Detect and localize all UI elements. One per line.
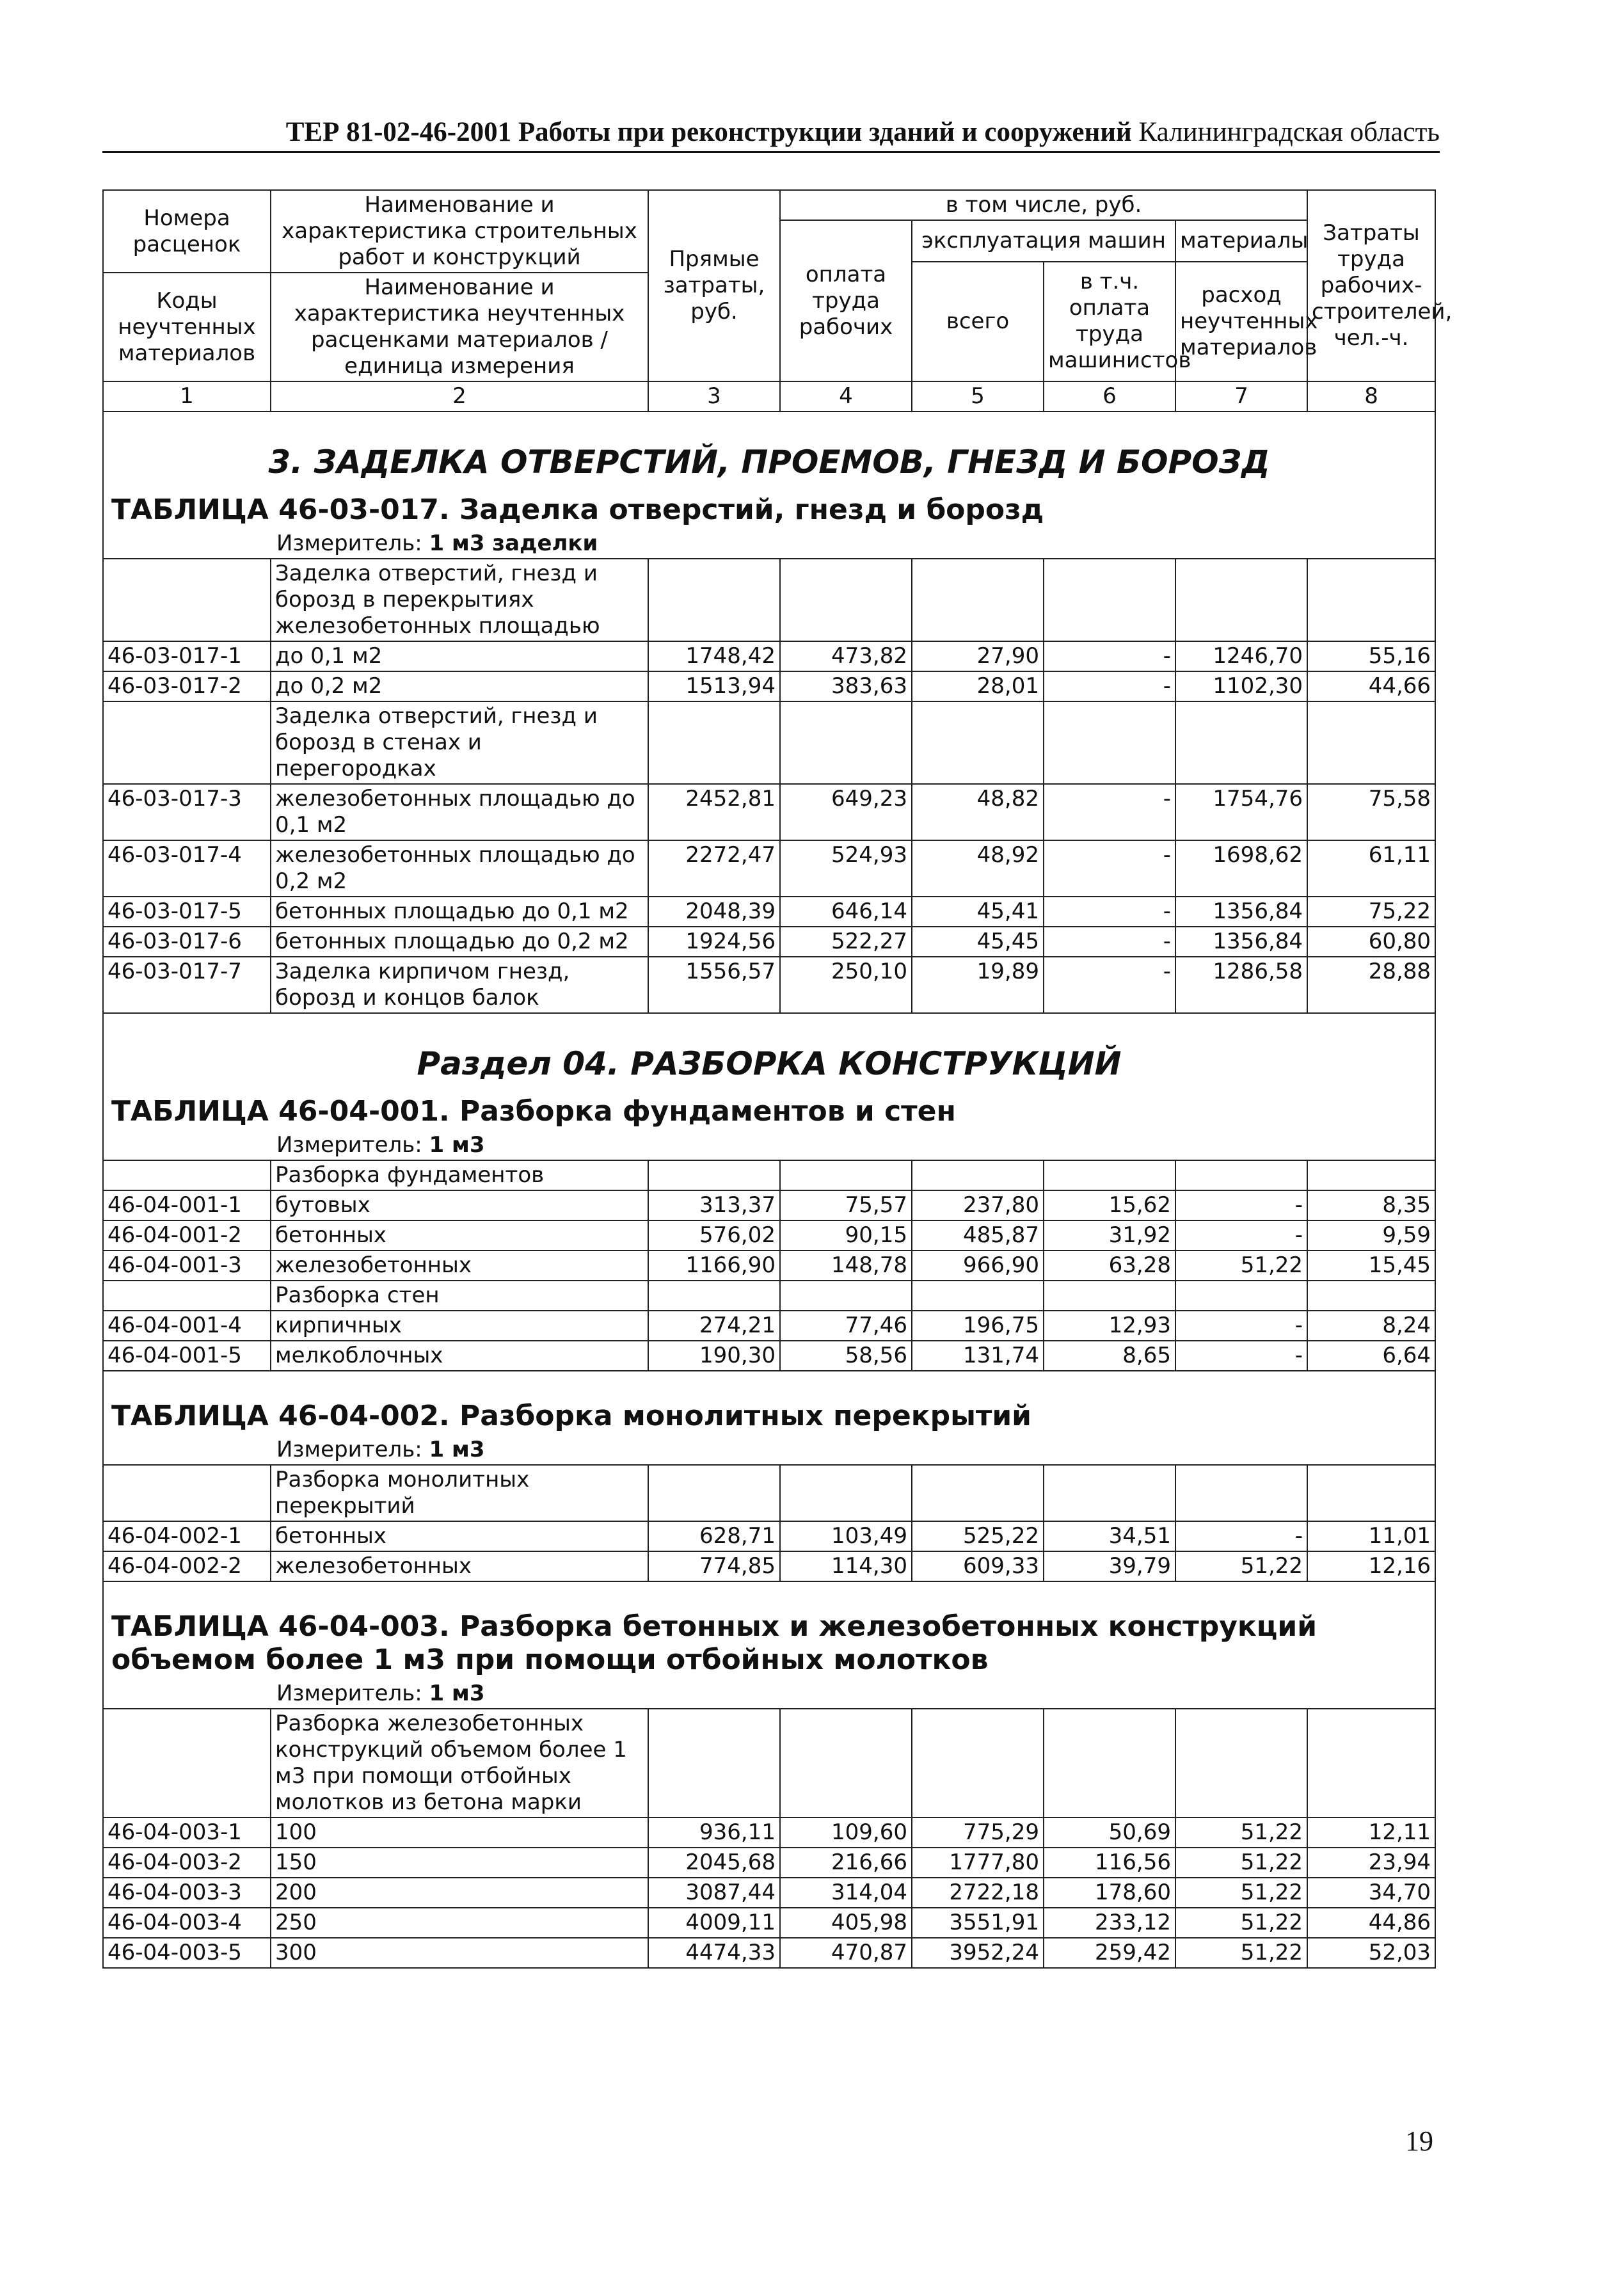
value-cell: 1246,70 bbox=[1175, 641, 1307, 671]
table-row bbox=[103, 641, 1435, 671]
work-description: железобетонных площадью до 0,1 м2 bbox=[271, 784, 648, 840]
value-cell: 58,56 bbox=[780, 1341, 912, 1371]
value-cell: - bbox=[1044, 840, 1175, 897]
value-cell: - bbox=[1044, 784, 1175, 840]
head-machines: эксплуатация машин bbox=[912, 220, 1175, 262]
value-cell: 4474,33 bbox=[648, 1938, 780, 1968]
measure-unit: Измеритель: 1 м3 bbox=[103, 1131, 1435, 1160]
value-cell: 63,28 bbox=[1044, 1251, 1175, 1281]
colnum: 4 bbox=[780, 381, 912, 412]
value-cell: 936,11 bbox=[648, 1818, 780, 1848]
colnum: 6 bbox=[1044, 381, 1175, 412]
rate-code: 46-04-001-3 bbox=[103, 1251, 271, 1281]
work-description: 200 bbox=[271, 1878, 648, 1908]
value-cell: 60,80 bbox=[1307, 927, 1435, 957]
value-cell: 1356,84 bbox=[1175, 927, 1307, 957]
value-cell: - bbox=[1044, 957, 1175, 1013]
value-cell: 2045,68 bbox=[648, 1848, 780, 1878]
value-cell: 114,30 bbox=[780, 1551, 912, 1581]
head-row-1 bbox=[103, 190, 1435, 220]
value-cell: 3551,91 bbox=[912, 1908, 1044, 1938]
work-description: бетонных площадью до 0,2 м2 bbox=[271, 927, 648, 957]
value-cell: 473,82 bbox=[780, 641, 912, 671]
work-description: железобетонных bbox=[271, 1251, 648, 1281]
value-cell: 9,59 bbox=[1307, 1220, 1435, 1251]
group-label: Разборка железобетонных конструкций объемом более 1 м3 при помощи отбойных молотков из бетона марки bbox=[271, 1709, 648, 1818]
value-cell: 51,22 bbox=[1175, 1848, 1307, 1878]
value-cell: 75,58 bbox=[1307, 784, 1435, 840]
group-row bbox=[103, 1160, 1435, 1190]
head-rate-number: Номера расценок bbox=[103, 190, 271, 273]
rate-code: 46-04-003-5 bbox=[103, 1938, 271, 1968]
table-row bbox=[103, 671, 1435, 701]
head-including: в том числе, руб. bbox=[780, 190, 1307, 220]
table-row bbox=[103, 1220, 1435, 1251]
table-title: ТАБЛИЦА 46-04-001. Разборка фундаментов и стен bbox=[103, 1089, 1435, 1131]
value-cell: 3087,44 bbox=[648, 1878, 780, 1908]
work-description: 150 bbox=[271, 1848, 648, 1878]
colnum: 3 bbox=[648, 381, 780, 412]
head-worker-pay: оплата труда рабочих bbox=[780, 220, 912, 381]
table-title: ТАБЛИЦА 46-04-003. Разборка бетонных и железобетонных конструкций объемом более 1 м3 при помощи отбойных молотков bbox=[103, 1604, 1435, 1679]
work-description: бутовых bbox=[271, 1190, 648, 1220]
rate-code: 46-04-002-1 bbox=[103, 1521, 271, 1551]
value-cell: 103,49 bbox=[780, 1521, 912, 1551]
work-description: мелкоблочных bbox=[271, 1341, 648, 1371]
value-cell: - bbox=[1044, 927, 1175, 957]
value-cell: 649,23 bbox=[780, 784, 912, 840]
value-cell: 609,33 bbox=[912, 1551, 1044, 1581]
table-row bbox=[103, 927, 1435, 957]
value-cell: 8,35 bbox=[1307, 1190, 1435, 1220]
group-row bbox=[103, 1465, 1435, 1521]
header-rule bbox=[102, 151, 1440, 153]
value-cell: 50,69 bbox=[1044, 1818, 1175, 1848]
head-material-codes: Коды неучтенных материалов bbox=[103, 273, 271, 381]
table-row bbox=[103, 784, 1435, 840]
value-cell: 178,60 bbox=[1044, 1878, 1175, 1908]
value-cell: 8,24 bbox=[1307, 1311, 1435, 1341]
work-description: 300 bbox=[271, 1938, 648, 1968]
value-cell: 274,21 bbox=[648, 1311, 780, 1341]
colnum: 2 bbox=[271, 381, 648, 412]
rate-code: 46-04-003-3 bbox=[103, 1878, 271, 1908]
value-cell: 6,64 bbox=[1307, 1341, 1435, 1371]
value-cell: 485,87 bbox=[912, 1220, 1044, 1251]
value-cell: 51,22 bbox=[1175, 1878, 1307, 1908]
rate-code: 46-04-003-2 bbox=[103, 1848, 271, 1878]
value-cell: 15,45 bbox=[1307, 1251, 1435, 1281]
work-description: 100 bbox=[271, 1818, 648, 1848]
value-cell: 28,88 bbox=[1307, 957, 1435, 1013]
table-title: ТАБЛИЦА 46-03-017. Заделка отверстий, гнезд и борозд bbox=[103, 487, 1435, 529]
section-heading: 3. ЗАДЕЛКА ОТВЕРСТИЙ, ПРОЕМОВ, ГНЕЗД И БОРОЗД bbox=[103, 412, 1435, 487]
measure-unit: Измеритель: 1 м3 заделки bbox=[103, 529, 1435, 559]
value-cell: 34,51 bbox=[1044, 1521, 1175, 1551]
table-row bbox=[103, 1551, 1435, 1581]
value-cell: 4009,11 bbox=[648, 1908, 780, 1938]
rates-table bbox=[102, 189, 1453, 1969]
value-cell: - bbox=[1175, 1341, 1307, 1371]
value-cell: 90,15 bbox=[780, 1220, 912, 1251]
head-labor-hours: Затраты труда рабочих-строителей, чел.-ч. bbox=[1307, 190, 1435, 381]
value-cell: 628,71 bbox=[648, 1521, 780, 1551]
value-cell: 51,22 bbox=[1175, 1908, 1307, 1938]
rate-code: 46-03-017-7 bbox=[103, 957, 271, 1013]
head-materials: материалы bbox=[1175, 220, 1307, 262]
value-cell: - bbox=[1175, 1521, 1307, 1551]
value-cell: - bbox=[1175, 1190, 1307, 1220]
work-description: кирпичных bbox=[271, 1311, 648, 1341]
measure-unit: Измеритель: 1 м3 bbox=[103, 1435, 1435, 1465]
value-cell: 77,46 bbox=[780, 1311, 912, 1341]
value-cell: 1777,80 bbox=[912, 1848, 1044, 1878]
value-cell: 44,86 bbox=[1307, 1908, 1435, 1938]
value-cell: 11,01 bbox=[1307, 1521, 1435, 1551]
rate-code: 46-03-017-5 bbox=[103, 897, 271, 927]
table-row bbox=[103, 840, 1435, 897]
table-row bbox=[103, 1908, 1435, 1938]
value-cell: 250,10 bbox=[780, 957, 912, 1013]
value-cell: 405,98 bbox=[780, 1908, 912, 1938]
value-cell: 2452,81 bbox=[648, 784, 780, 840]
value-cell: 383,63 bbox=[780, 671, 912, 701]
rate-code: 46-04-001-5 bbox=[103, 1341, 271, 1371]
value-cell: 55,16 bbox=[1307, 641, 1435, 671]
value-cell: 1748,42 bbox=[648, 641, 780, 671]
value-cell: 1698,62 bbox=[1175, 840, 1307, 897]
work-description: бетонных bbox=[271, 1220, 648, 1251]
colnum: 5 bbox=[912, 381, 1044, 412]
work-description: до 0,1 м2 bbox=[271, 641, 648, 671]
table-row bbox=[103, 1190, 1435, 1220]
value-cell: 646,14 bbox=[780, 897, 912, 927]
value-cell: 3952,24 bbox=[912, 1938, 1044, 1968]
value-cell: 1556,57 bbox=[648, 957, 780, 1013]
value-cell: 15,62 bbox=[1044, 1190, 1175, 1220]
rate-code: 46-03-017-2 bbox=[103, 671, 271, 701]
column-numbers-row bbox=[103, 381, 1435, 412]
value-cell: 2048,39 bbox=[648, 897, 780, 927]
value-cell: - bbox=[1175, 1220, 1307, 1251]
value-cell: 34,70 bbox=[1307, 1878, 1435, 1908]
value-cell: 775,29 bbox=[912, 1818, 1044, 1848]
rate-code: 46-03-017-3 bbox=[103, 784, 271, 840]
value-cell: 75,57 bbox=[780, 1190, 912, 1220]
value-cell: 576,02 bbox=[648, 1220, 780, 1251]
value-cell: 216,66 bbox=[780, 1848, 912, 1878]
table-row bbox=[103, 1521, 1435, 1551]
group-label: Заделка отверстий, гнезд и борозд в перекрытиях железобетонных площадью bbox=[271, 559, 648, 641]
work-description: Заделка кирпичом гнезд, борозд и концов балок bbox=[271, 957, 648, 1013]
value-cell: 1513,94 bbox=[648, 671, 780, 701]
table-row bbox=[103, 1848, 1435, 1878]
value-cell: 196,75 bbox=[912, 1311, 1044, 1341]
value-cell: 259,42 bbox=[1044, 1938, 1175, 1968]
value-cell: 51,22 bbox=[1175, 1251, 1307, 1281]
work-description: 250 bbox=[271, 1908, 648, 1938]
value-cell: 237,80 bbox=[912, 1190, 1044, 1220]
value-cell: 23,94 bbox=[1307, 1848, 1435, 1878]
value-cell: 31,92 bbox=[1044, 1220, 1175, 1251]
table-row bbox=[103, 1251, 1435, 1281]
table-row bbox=[103, 957, 1435, 1013]
value-cell: 525,22 bbox=[912, 1521, 1044, 1551]
value-cell: 28,01 bbox=[912, 671, 1044, 701]
header-region: Калининградская область bbox=[1138, 117, 1440, 147]
value-cell: 190,30 bbox=[648, 1341, 780, 1371]
work-description: железобетонных площадью до 0,2 м2 bbox=[271, 840, 648, 897]
value-cell: 45,45 bbox=[912, 927, 1044, 957]
value-cell: - bbox=[1044, 897, 1175, 927]
value-cell: 524,93 bbox=[780, 840, 912, 897]
value-cell: 116,56 bbox=[1044, 1848, 1175, 1878]
value-cell: 19,89 bbox=[912, 957, 1044, 1013]
value-cell: 966,90 bbox=[912, 1251, 1044, 1281]
value-cell: 45,41 bbox=[912, 897, 1044, 927]
work-description: бетонных площадью до 0,1 м2 bbox=[271, 897, 648, 927]
value-cell: 75,22 bbox=[1307, 897, 1435, 927]
table-row bbox=[103, 1341, 1435, 1371]
value-cell: 774,85 bbox=[648, 1551, 780, 1581]
group-row bbox=[103, 1281, 1435, 1311]
rate-code: 46-03-017-6 bbox=[103, 927, 271, 957]
group-label: Разборка стен bbox=[271, 1281, 648, 1311]
rate-code: 46-04-003-1 bbox=[103, 1818, 271, 1848]
colnum: 8 bbox=[1307, 381, 1435, 412]
head-direct-costs: Прямые затраты, руб. bbox=[648, 190, 780, 381]
rate-code: 46-03-017-1 bbox=[103, 641, 271, 671]
head-machines-total: всего bbox=[912, 262, 1044, 382]
value-cell: 131,74 bbox=[912, 1341, 1044, 1371]
value-cell: 233,12 bbox=[1044, 1908, 1175, 1938]
value-cell: - bbox=[1044, 641, 1175, 671]
value-cell: 12,11 bbox=[1307, 1818, 1435, 1848]
value-cell: 1102,30 bbox=[1175, 671, 1307, 701]
table-row bbox=[103, 1311, 1435, 1341]
value-cell: - bbox=[1175, 1311, 1307, 1341]
value-cell: 1356,84 bbox=[1175, 897, 1307, 927]
rate-code: 46-03-017-4 bbox=[103, 840, 271, 897]
measure-unit: Измеритель: 1 м3 bbox=[103, 1679, 1435, 1709]
table-row bbox=[103, 1938, 1435, 1968]
value-cell: 51,22 bbox=[1175, 1938, 1307, 1968]
value-cell: 61,11 bbox=[1307, 840, 1435, 897]
value-cell: 1924,56 bbox=[648, 927, 780, 957]
value-cell: 27,90 bbox=[912, 641, 1044, 671]
value-cell: 1286,58 bbox=[1175, 957, 1307, 1013]
page-number: 19 bbox=[1405, 2125, 1433, 2157]
group-row bbox=[103, 1709, 1435, 1818]
value-cell: 39,79 bbox=[1044, 1551, 1175, 1581]
head-material-name: Наименование и характеристика неучтенных расценками материалов / единица измерения bbox=[271, 273, 648, 381]
section-heading: Раздел 04. РАЗБОРКА КОНСТРУКЦИЙ bbox=[103, 1013, 1435, 1089]
colnum: 7 bbox=[1175, 381, 1307, 412]
value-cell: 2722,18 bbox=[912, 1878, 1044, 1908]
head-work-name: Наименование и характеристика строительных работ и конструкций bbox=[271, 190, 648, 273]
value-cell: 44,66 bbox=[1307, 671, 1435, 701]
value-cell: 313,37 bbox=[648, 1190, 780, 1220]
colnum: 1 bbox=[103, 381, 271, 412]
head-material-usage: расход неучтенных материалов bbox=[1175, 262, 1307, 382]
value-cell: 2272,47 bbox=[648, 840, 780, 897]
running-header bbox=[102, 116, 1440, 148]
value-cell: 109,60 bbox=[780, 1818, 912, 1848]
work-description: бетонных bbox=[271, 1521, 648, 1551]
value-cell: 12,16 bbox=[1307, 1551, 1435, 1581]
group-label: Заделка отверстий, гнезд и борозд в стенах и перегородках bbox=[271, 701, 648, 784]
rate-code: 46-04-001-2 bbox=[103, 1220, 271, 1251]
value-cell: 1754,76 bbox=[1175, 784, 1307, 840]
group-row bbox=[103, 701, 1435, 784]
value-cell: 12,93 bbox=[1044, 1311, 1175, 1341]
table-row bbox=[103, 1878, 1435, 1908]
work-description: железобетонных bbox=[271, 1551, 648, 1581]
table-title: ТАБЛИЦА 46-04-002. Разборка монолитных перекрытий bbox=[103, 1393, 1435, 1435]
value-cell: 470,87 bbox=[780, 1938, 912, 1968]
value-cell: 1166,90 bbox=[648, 1251, 780, 1281]
header-title: ТЕР 81-02-46-2001 Работы при реконструкции зданий и сооружений bbox=[285, 117, 1132, 147]
value-cell: - bbox=[1044, 671, 1175, 701]
group-label: Разборка фундаментов bbox=[271, 1160, 648, 1190]
rate-code: 46-04-001-4 bbox=[103, 1311, 271, 1341]
value-cell: 8,65 bbox=[1044, 1341, 1175, 1371]
table-row bbox=[103, 1818, 1435, 1848]
group-row bbox=[103, 559, 1435, 641]
value-cell: 314,04 bbox=[780, 1878, 912, 1908]
rate-code: 46-04-001-1 bbox=[103, 1190, 271, 1220]
value-cell: 48,82 bbox=[912, 784, 1044, 840]
work-description: до 0,2 м2 bbox=[271, 671, 648, 701]
table-row bbox=[103, 897, 1435, 927]
value-cell: 148,78 bbox=[780, 1251, 912, 1281]
group-label: Разборка монолитных перекрытий bbox=[271, 1465, 648, 1521]
value-cell: 51,22 bbox=[1175, 1551, 1307, 1581]
value-cell: 52,03 bbox=[1307, 1938, 1435, 1968]
rate-code: 46-04-002-2 bbox=[103, 1551, 271, 1581]
value-cell: 51,22 bbox=[1175, 1818, 1307, 1848]
value-cell: 48,92 bbox=[912, 840, 1044, 897]
value-cell: 522,27 bbox=[780, 927, 912, 957]
head-operator-pay: в т.ч. оплата труда машинистов bbox=[1044, 262, 1175, 382]
rate-code: 46-04-003-4 bbox=[103, 1908, 271, 1938]
